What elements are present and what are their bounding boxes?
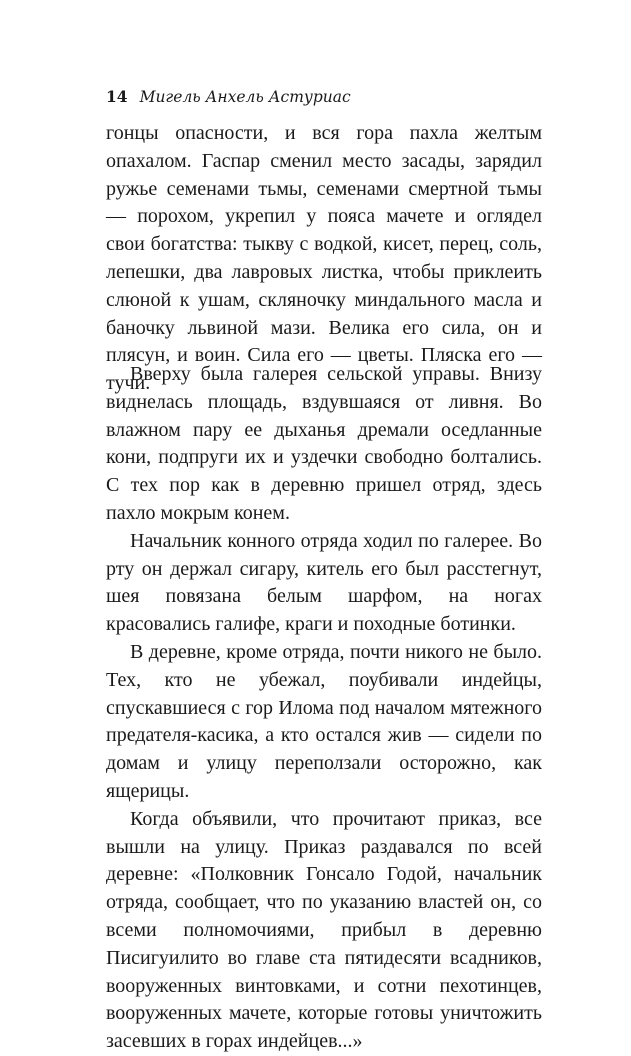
author-name: Мигель Анхель Астуриас xyxy=(139,88,351,106)
text-section-1 xyxy=(106,120,542,398)
text-section-2 xyxy=(106,361,542,1056)
paragraph: Когда объявили, что прочитают приказ, все вышли на улицу. Приказ раздавался по всей деревне: «Полковник Гонсало Годой, начальник отряда, сообщает, что по указанию властей он, со всеми полномочиями, прибыл в деревню Писигуилито во главе ста пятидесяти всадников, вооруженных винтовками, и сотни пехотинцев, вооруженных мачете, которые готовы уничтожить засевших в горах индейцев...» xyxy=(106,807,542,1053)
page-number: 14 xyxy=(106,87,128,106)
paragraph: В деревне, кроме отряда, почти никого не было. Тех, кто не убежал, поубивали индейцы, спускавшиеся с гор Илома под началом мятежного предателя-касика, а кто остался жив — сидели по домам и улицу переползали осторожно, как ящерицы. xyxy=(106,640,542,802)
paragraph: Начальник конного отряда ходил по галерее. Во рту он держал сигару, китель его был расстегнут, шея повязана белым шарфом, на ногах красовались галифе, краги и походные ботинки. xyxy=(106,529,542,636)
paragraph: гонцы опасности, и вся гора пахла желтым опахалом. Гаспар сменил место засады, зарядил ружье семенами тьмы, семенами смертной тьмы — порохом, укрепил у пояса мачете и оглядел свои богатства: тыкву с водкой, кисет, перец, соль, лепешки, два лавровых листка, чтобы приклеить слюной к ушам, скляночку миндального масла и баночку львиной мази. Велика его сила, он и плясун, и воин. Сила его — цветы. Пляска его — тучи. xyxy=(106,122,542,395)
paragraph: Вверху была галерея сельской управы. Внизу виднелась площадь, вздувшаяся от ливня. Во влажном пару ее дыханья дремали оседланные кони, подпруги их и уздечки свободно болтались. С тех пор как в деревню пришел отряд, здесь пахло мокрым конем. xyxy=(106,363,542,524)
running-head xyxy=(106,87,351,106)
